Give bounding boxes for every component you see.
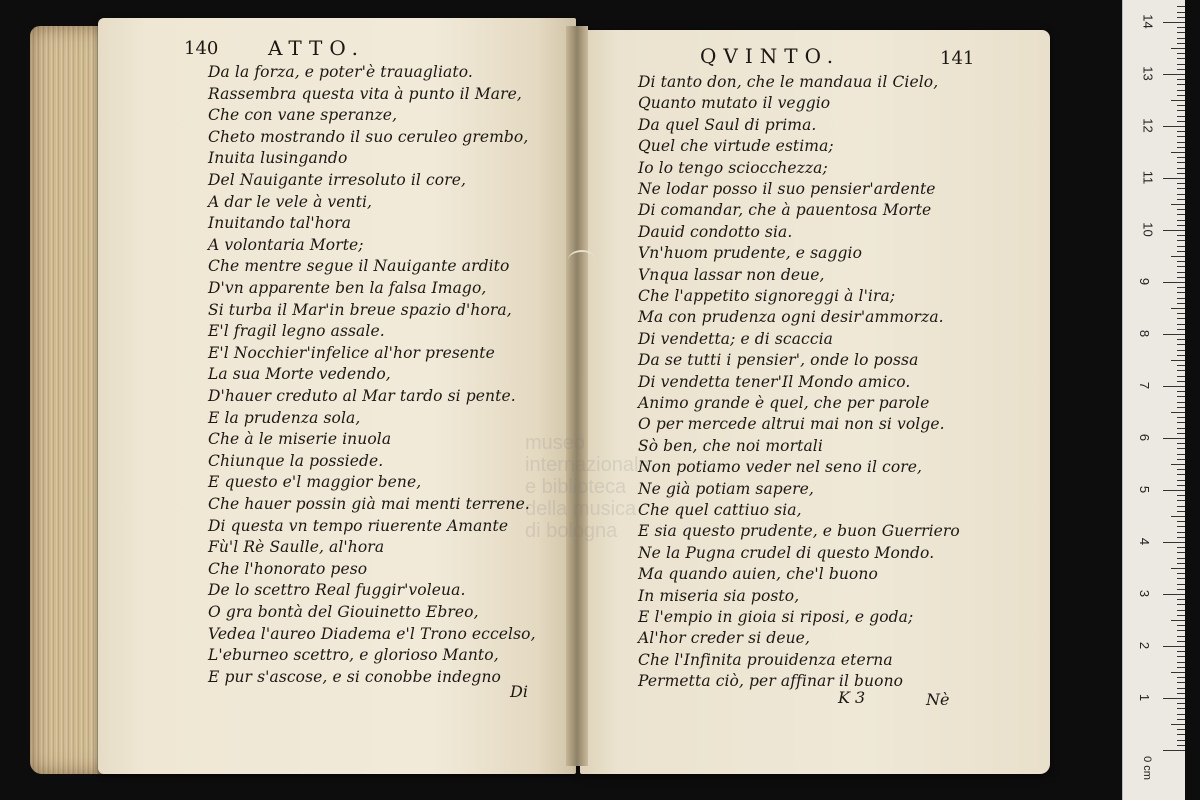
ruler-tick bbox=[1177, 734, 1185, 735]
ruler-tick bbox=[1177, 740, 1185, 741]
right-text-line: Io lo tengo sciocchezza; bbox=[638, 158, 828, 177]
right-text-line: Al'hor creder si deue, bbox=[638, 629, 810, 648]
ruler-tick bbox=[1177, 578, 1185, 579]
ruler-tick bbox=[1177, 339, 1185, 340]
ruler-tick bbox=[1177, 162, 1185, 163]
right-page-number: 141 bbox=[940, 48, 975, 69]
ruler-tick bbox=[1177, 662, 1185, 663]
ruler-tick bbox=[1177, 703, 1185, 704]
right-text-line: Animo grande è quel, che per parole bbox=[638, 394, 930, 412]
right-text-line: Ma quando auien, che'l buono bbox=[638, 565, 878, 584]
ruler-number: 12 bbox=[1140, 118, 1156, 133]
left-text-line: Fù'l Rè Saulle, al'hora bbox=[208, 538, 385, 557]
ruler-tick bbox=[1163, 230, 1185, 231]
right-text-line: Di tanto don, che le mandaua il Cielo, bbox=[638, 73, 939, 91]
left-catchword: Di bbox=[510, 682, 528, 701]
ruler-tick bbox=[1177, 277, 1185, 278]
ruler-tick bbox=[1177, 563, 1185, 564]
ruler-tick bbox=[1177, 630, 1185, 631]
ruler-tick bbox=[1177, 521, 1185, 522]
ruler-tick bbox=[1163, 438, 1185, 439]
ruler-number: 1 bbox=[1137, 693, 1153, 702]
right-text-line: Ne già potiam sapere, bbox=[638, 479, 814, 498]
ruler-tick bbox=[1163, 178, 1185, 179]
ruler-tick bbox=[1177, 402, 1185, 403]
ruler-tick bbox=[1177, 667, 1185, 668]
ruler-number: 7 bbox=[1137, 381, 1153, 390]
ruler-tick bbox=[1177, 121, 1185, 122]
ruler-tick bbox=[1177, 677, 1185, 678]
ruler-tick bbox=[1177, 324, 1185, 325]
ruler-tick bbox=[1177, 287, 1185, 288]
ruler-tick bbox=[1177, 500, 1185, 501]
left-text-line: Cheto mostrando il suo ceruleo grembo, bbox=[208, 127, 529, 146]
ruler-tick bbox=[1177, 292, 1185, 293]
right-text-line: O per mercede altrui mai non si volge. bbox=[638, 415, 945, 434]
ruler-tick bbox=[1177, 589, 1185, 590]
left-page-number: 140 bbox=[184, 38, 219, 59]
ruler-tick bbox=[1177, 682, 1185, 683]
right-text-line: Ne la Pugna crudel di questo Mondo. bbox=[638, 543, 935, 562]
ruler-tick bbox=[1177, 251, 1185, 252]
ruler-tick bbox=[1177, 474, 1185, 475]
ruler-tick bbox=[1177, 43, 1185, 44]
ruler-tick bbox=[1177, 318, 1185, 319]
ruler-tick bbox=[1163, 22, 1185, 23]
ruler-tick bbox=[1177, 422, 1185, 423]
ruler-tick bbox=[1177, 376, 1185, 377]
ruler-tick bbox=[1177, 547, 1185, 548]
ruler-tick bbox=[1177, 729, 1185, 730]
ruler-tick bbox=[1177, 84, 1185, 85]
right-text-line: In miseria sia posto, bbox=[638, 586, 800, 605]
ruler-tick bbox=[1177, 246, 1185, 247]
ruler-tick bbox=[1177, 495, 1185, 496]
ruler-tick bbox=[1177, 58, 1185, 59]
ruler-tick bbox=[1177, 391, 1185, 392]
ruler-tick bbox=[1171, 308, 1185, 309]
right-text-line: Di vendetta; e di scaccia bbox=[638, 329, 834, 348]
ruler-number: 2 bbox=[1137, 641, 1153, 650]
ruler-tick bbox=[1177, 261, 1185, 262]
left-text-line: Che con vane speranze, bbox=[208, 106, 398, 125]
ruler-tick bbox=[1163, 750, 1185, 751]
ruler-tick bbox=[1177, 407, 1185, 408]
left-text-line: Vedea l'aureo Diadema e'l Trono eccelso, bbox=[208, 624, 536, 643]
ruler-tick bbox=[1177, 131, 1185, 132]
ruler-tick bbox=[1177, 136, 1185, 137]
ruler-tick bbox=[1163, 698, 1185, 699]
ruler-tick bbox=[1171, 672, 1185, 673]
right-text-line: Permetta ciò, per affinar il buono bbox=[638, 672, 904, 691]
ruler-tick bbox=[1177, 12, 1185, 13]
left-text-line: Inuitando tal'hora bbox=[208, 214, 352, 233]
right-text-line: Ne lodar posso il suo pensier'ardente bbox=[638, 180, 936, 198]
right-text-line: Da quel Saul di prima. bbox=[638, 115, 817, 134]
book-gutter bbox=[566, 26, 588, 766]
ruler-tick bbox=[1177, 714, 1185, 715]
ruler-tick bbox=[1177, 428, 1185, 429]
ruler-tick bbox=[1163, 334, 1185, 335]
right-text-line: Vn'huom prudente, e saggio bbox=[638, 244, 863, 263]
ruler-number: 4 bbox=[1137, 537, 1153, 546]
signature-mark: K 3 bbox=[838, 688, 866, 707]
left-text-line: E'l fragil legno assale. bbox=[208, 322, 385, 341]
ruler-tick bbox=[1171, 152, 1185, 153]
ruler-tick bbox=[1177, 344, 1185, 345]
ruler-tick bbox=[1177, 625, 1185, 626]
ruler-number: 13 bbox=[1140, 66, 1156, 81]
ruler-tick bbox=[1177, 79, 1185, 80]
right-text-line: E l'empio in gioia si riposi, e goda; bbox=[638, 608, 914, 626]
ruler-tick bbox=[1171, 100, 1185, 101]
ruler-tick bbox=[1177, 610, 1185, 611]
left-text-line: A dar le vele à venti, bbox=[208, 192, 373, 211]
ruler-tick bbox=[1177, 209, 1185, 210]
ruler-tick bbox=[1163, 646, 1185, 647]
ruler-tick bbox=[1177, 17, 1185, 18]
ruler-tick bbox=[1177, 157, 1185, 158]
ruler-tick bbox=[1177, 199, 1185, 200]
ruler-number: 9 bbox=[1137, 277, 1153, 286]
ruler-tick bbox=[1177, 313, 1185, 314]
ruler-tick bbox=[1171, 256, 1185, 257]
ruler-tick bbox=[1177, 303, 1185, 304]
right-text-line: Che l'appetito signoreggi à l'ira; bbox=[638, 287, 896, 305]
ruler-tick bbox=[1177, 110, 1185, 111]
ruler-tick bbox=[1177, 298, 1185, 299]
left-text-line: Del Nauigante irresoluto il core, bbox=[208, 171, 467, 189]
ruler-tick bbox=[1177, 355, 1185, 356]
ruler-tick bbox=[1177, 532, 1185, 533]
ruler-tick bbox=[1171, 724, 1185, 725]
ruler-tick bbox=[1177, 381, 1185, 382]
ruler-tick bbox=[1177, 448, 1185, 449]
right-text-line: Da se tutti i pensier', onde lo possa bbox=[638, 351, 919, 370]
right-text-line: Di comandar, che à pauentosa Morte bbox=[638, 201, 932, 220]
ruler-tick bbox=[1177, 214, 1185, 215]
ruler-tick bbox=[1171, 204, 1185, 205]
right-text-line: E sia questo prudente, e buon Guerriero bbox=[638, 522, 960, 541]
ruler-tick bbox=[1177, 511, 1185, 512]
ruler-tick bbox=[1177, 105, 1185, 106]
ruler-tick bbox=[1177, 235, 1185, 236]
ruler-tick bbox=[1177, 636, 1185, 637]
ruler-tick bbox=[1163, 594, 1185, 595]
left-text-line: D'vn apparente ben la falsa Imago, bbox=[208, 279, 487, 297]
left-text-line: E pur s'ascose, e si conobbe indegno bbox=[208, 667, 501, 686]
ruler-tick bbox=[1177, 537, 1185, 538]
ruler-tick bbox=[1177, 443, 1185, 444]
ruler-tick bbox=[1177, 485, 1185, 486]
ruler-tick bbox=[1177, 188, 1185, 189]
ruler-tick bbox=[1177, 469, 1185, 470]
ruler-tick bbox=[1177, 27, 1185, 28]
ruler-tick bbox=[1177, 693, 1185, 694]
ruler-tick bbox=[1177, 599, 1185, 600]
ruler-tick bbox=[1177, 708, 1185, 709]
left-text-line: E la prudenza sola, bbox=[208, 408, 361, 427]
left-text-line: L'eburneo scettro, e glorioso Manto, bbox=[208, 646, 499, 665]
ruler-tick bbox=[1177, 220, 1185, 221]
ruler-tick bbox=[1177, 688, 1185, 689]
left-text-line: E'l Nocchier'infelice al'hor presente bbox=[208, 343, 495, 362]
ruler-tick bbox=[1177, 225, 1185, 226]
ruler-number: 11 bbox=[1140, 170, 1156, 185]
ruler-tick bbox=[1177, 183, 1185, 184]
ruler-tick bbox=[1177, 116, 1185, 117]
ruler-tick bbox=[1177, 32, 1185, 33]
ruler-tick bbox=[1177, 6, 1185, 7]
ruler-tick bbox=[1177, 656, 1185, 657]
left-text-line: E questo e'l maggior bene, bbox=[208, 473, 422, 492]
ruler-tick bbox=[1163, 126, 1185, 127]
ruler-tick bbox=[1177, 142, 1185, 143]
ruler-tick bbox=[1177, 719, 1185, 720]
right-text-line: Dauid condotto sia. bbox=[638, 222, 793, 241]
ruler-tick bbox=[1171, 516, 1185, 517]
ruler-tick bbox=[1177, 651, 1185, 652]
ruler-number: 5 bbox=[1137, 485, 1153, 494]
left-text-line: Chiunque la possiede. bbox=[208, 451, 384, 470]
ruler-tick bbox=[1171, 464, 1185, 465]
ruler-tick bbox=[1163, 542, 1185, 543]
ruler-number: 8 bbox=[1137, 329, 1153, 338]
ruler-tick bbox=[1177, 584, 1185, 585]
right-text-line: Che l'Infinita prouidenza eterna bbox=[638, 650, 893, 669]
ruler-tick bbox=[1177, 64, 1185, 65]
ruler-tick bbox=[1177, 558, 1185, 559]
ruler-tick bbox=[1177, 95, 1185, 96]
ruler-tick bbox=[1171, 568, 1185, 569]
left-text-line: Che à le miserie inuola bbox=[208, 430, 392, 449]
measurement-ruler bbox=[1122, 0, 1185, 800]
ruler-tick bbox=[1177, 350, 1185, 351]
ruler-unit-label: 0 cm bbox=[1140, 756, 1153, 780]
left-text-line: Rassembra questa vita à punto il Mare, bbox=[208, 84, 522, 103]
ruler-tick bbox=[1177, 417, 1185, 418]
right-running-head: QVINTO. bbox=[700, 44, 841, 68]
ruler-tick bbox=[1177, 459, 1185, 460]
right-text-line: Quanto mutato il veggio bbox=[638, 94, 831, 113]
library-watermark: museo internazionale e biblioteca della musica di bologna bbox=[525, 432, 650, 542]
right-catchword: Nè bbox=[926, 690, 950, 709]
ruler-tick bbox=[1163, 386, 1185, 387]
right-text-line: Quel che virtude estima; bbox=[638, 137, 834, 156]
ruler-number: 14 bbox=[1140, 14, 1156, 29]
ruler-tick bbox=[1177, 272, 1185, 273]
ruler-tick bbox=[1163, 282, 1185, 283]
ruler-tick bbox=[1177, 370, 1185, 371]
ruler-tick bbox=[1177, 745, 1185, 746]
ruler-tick bbox=[1171, 620, 1185, 621]
ruler-tick bbox=[1177, 147, 1185, 148]
ruler-tick bbox=[1177, 573, 1185, 574]
ruler-tick bbox=[1177, 173, 1185, 174]
ruler-tick bbox=[1177, 90, 1185, 91]
ruler-tick bbox=[1177, 38, 1185, 39]
left-text-line: D'hauer creduto al Mar tardo si pente. bbox=[208, 387, 516, 405]
ruler-tick bbox=[1177, 433, 1185, 434]
ruler-tick bbox=[1177, 526, 1185, 527]
left-text-line: Inuita lusingando bbox=[208, 149, 348, 168]
ruler-tick bbox=[1177, 396, 1185, 397]
ruler-tick bbox=[1177, 641, 1185, 642]
ruler-tick bbox=[1171, 360, 1185, 361]
left-text-line: Da la forza, e poter'è trauagliato. bbox=[208, 63, 473, 81]
ruler-tick bbox=[1177, 69, 1185, 70]
left-text-line: Che hauer possin già mai menti terrene. bbox=[208, 495, 530, 513]
right-text-line: Di vendetta tener'Il Mondo amico. bbox=[638, 372, 911, 391]
ruler-tick bbox=[1163, 74, 1185, 75]
right-text-line: Che quel cattiuo sia, bbox=[638, 501, 802, 519]
left-running-head: ATTO. bbox=[268, 36, 365, 60]
left-text-line: De lo scettro Real fuggir'voleua. bbox=[208, 581, 466, 600]
ruler-tick bbox=[1177, 506, 1185, 507]
ruler-tick bbox=[1177, 266, 1185, 267]
ruler-tick bbox=[1177, 604, 1185, 605]
right-text-line: Ma con prudenza ogni desir'ammorza. bbox=[638, 308, 944, 327]
right-text-line: Sò ben, che noi mortali bbox=[638, 436, 823, 455]
ruler-number: 6 bbox=[1137, 433, 1153, 442]
left-text-line: O gra bontà del Giouinetto Ebreo, bbox=[208, 603, 479, 621]
ruler-tick bbox=[1163, 490, 1185, 491]
ruler-tick bbox=[1177, 480, 1185, 481]
right-text-line: Non potiamo veder nel seno il core, bbox=[638, 458, 923, 477]
ruler-tick bbox=[1177, 168, 1185, 169]
ruler-number: 3 bbox=[1137, 589, 1153, 598]
left-text-line: Che l'honorato peso bbox=[208, 559, 368, 578]
ruler-tick bbox=[1177, 240, 1185, 241]
ruler-tick bbox=[1177, 615, 1185, 616]
right-text-line: Vnqua lassar non deue, bbox=[638, 265, 825, 284]
left-text-line: Di questa vn tempo riuerente Amante bbox=[208, 516, 509, 535]
binding-thread bbox=[568, 250, 596, 270]
left-text-line: Che mentre segue il Nauigante ardito bbox=[208, 257, 510, 276]
left-text-line: Si turba il Mar'in breue spazio d'hora, bbox=[208, 300, 512, 319]
ruler-tick bbox=[1177, 53, 1185, 54]
ruler-number: 10 bbox=[1140, 222, 1156, 237]
left-text-line: La sua Morte vedendo, bbox=[208, 365, 391, 384]
ruler-tick bbox=[1171, 48, 1185, 49]
ruler-tick bbox=[1177, 552, 1185, 553]
ruler-tick bbox=[1177, 454, 1185, 455]
ruler-tick bbox=[1177, 365, 1185, 366]
ruler-tick bbox=[1177, 194, 1185, 195]
ruler-tick bbox=[1177, 329, 1185, 330]
left-text-line: A volontaria Morte; bbox=[208, 235, 364, 254]
ruler-tick bbox=[1171, 412, 1185, 413]
